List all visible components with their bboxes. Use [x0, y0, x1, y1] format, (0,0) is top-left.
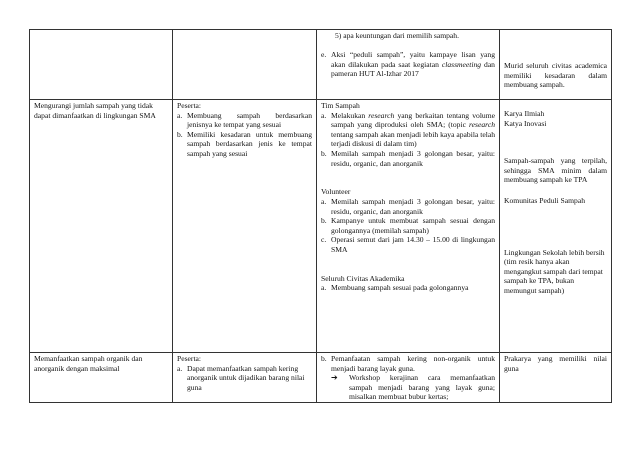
arrow-right-icon: ➔ — [331, 373, 338, 383]
list-marker: a. — [321, 110, 327, 120]
group-heading: Seluruh Civitas Akademika — [321, 273, 405, 283]
list-marker: c. — [321, 235, 327, 245]
item-text: Aksi “peduli sampah”, yaitu kampaye lisan yang akan dilakukan pada saat kegiatan — [331, 50, 495, 69]
row3-target-cell — [173, 353, 317, 403]
list-item — [331, 373, 495, 402]
list-marker: a. — [321, 283, 327, 293]
row3-result-cell — [500, 353, 612, 403]
item-text: Membuang sampah berdasarkan jenisnya ke tempat yang sesuai — [187, 110, 312, 130]
result-text: Karya Ilmiah — [504, 109, 545, 118]
row1-result-cell — [500, 30, 612, 100]
item-text: Membuang sampah sesuai pada golongannya — [331, 283, 469, 293]
item-emphasis: classmeeting — [441, 59, 482, 69]
row2-goal-cell — [30, 100, 173, 353]
result-text: Sampah-sampah yang terpilah, sehingga SMA minim dalam membuang sampah ke TPA — [504, 156, 607, 185]
list-item — [177, 364, 312, 393]
result-text: Prakarya yang memiliki nilai guna — [504, 354, 607, 373]
target-heading: Peserta: — [177, 354, 202, 363]
table-row — [30, 100, 612, 353]
goal-text: Memanfaatkan sampah organik dan anorganik dengan maksimal — [34, 354, 143, 373]
row2-activity-cell — [317, 100, 500, 353]
row3-goal-cell — [30, 353, 173, 403]
item-text: Memilah sampah menjadi 3 golongan besar, yaitu: residu, organic, dan anorganik — [331, 196, 495, 216]
list-item — [321, 216, 495, 235]
list-marker: b. — [321, 148, 327, 158]
result-text: Katya Inovasi — [504, 118, 547, 128]
row3-activity-cell — [317, 353, 500, 403]
list-marker: a. — [177, 363, 183, 373]
list-marker: a. — [321, 196, 327, 206]
table-row — [30, 30, 612, 100]
item-text: Memilah sampah menjadi 3 golongan besar, yaitu: residu, organic, dan anorganik — [331, 148, 495, 168]
list-marker: e. — [321, 50, 327, 60]
item-text: Melakukan — [331, 110, 369, 120]
item-emphasis: research — [368, 110, 395, 120]
item-text: Operasi semut dari jam 14.30 – 15.00 di lingkungan SMA — [331, 235, 495, 254]
item-text: Memiliki kesadaran untuk membuang sampah berdasarkan jenis ke tempat sampah yang sesuai — [187, 129, 312, 158]
list-item — [321, 283, 495, 293]
list-item — [177, 130, 312, 159]
list-marker: b. — [321, 354, 327, 363]
list-item — [321, 235, 495, 254]
item-text: Kampanye untuk membuat sampah sesuai dengan golongannya (memilah sampah) — [331, 216, 495, 235]
item-text: dan pameran HUT Al-Izhar 2017 — [331, 59, 495, 79]
target-heading: Peserta: — [177, 101, 202, 110]
list-item — [321, 50, 495, 79]
list-marker: b. — [177, 129, 183, 139]
list-item: 5) apa keuntungan dari memilih sampah. — [335, 31, 459, 40]
list-marker: b. — [321, 216, 327, 226]
group-heading: Volunteer — [321, 187, 351, 197]
result-text: Komunitas Peduli Sampah — [504, 195, 585, 205]
goal-text: Mengurangi jumlah sampah yang tidak dapat dimanfaatkan di lingkungan SMA — [34, 101, 156, 120]
program-table — [29, 29, 612, 403]
group-heading: Tim Sampah — [321, 101, 360, 110]
item-text: tentang sampah akan menjadi lebih kaya apabila telah terjadi diskusi di dalam tim) — [331, 129, 495, 149]
item-text: Workshop kerajinan cara memanfaatkan sampah menjadi barang yang layak guna; misalkan membuat bubur kertas; — [349, 373, 495, 402]
list-marker: a. — [177, 110, 183, 120]
row1-goal-cell — [30, 30, 173, 100]
table-row — [30, 353, 612, 403]
row1-activity-cell — [317, 30, 500, 100]
row1-target-cell — [173, 30, 317, 100]
item-text: Pemanfaatan sampah kering non-organik untuk menjadi barang layak guna. — [331, 354, 495, 373]
item-text: yang berkaitan tentang volume sampah yang diproduksi oleh SMA; (topic — [331, 110, 495, 130]
row2-target-cell — [173, 100, 317, 353]
list-item — [321, 354, 495, 373]
list-item — [321, 111, 495, 149]
list-item — [321, 197, 495, 216]
item-emphasis: research — [468, 120, 495, 130]
result-text: Murid seluruh civitas academica memiliki kesadaran dalam membuang sampah. — [504, 61, 607, 90]
list-item — [321, 149, 495, 168]
result-text: Lingkungan Sekolah lebih bersih (tim resik hanya akan mengangkut sampah dari tempat sampah ke TPA, bukan memungut sampah) — [504, 247, 605, 295]
list-item — [177, 111, 312, 130]
row2-result-cell — [500, 100, 612, 353]
item-text: Dapat memanfaatkan sampah kering anorganik untuk dijadikan barang nilai guna — [187, 363, 305, 392]
